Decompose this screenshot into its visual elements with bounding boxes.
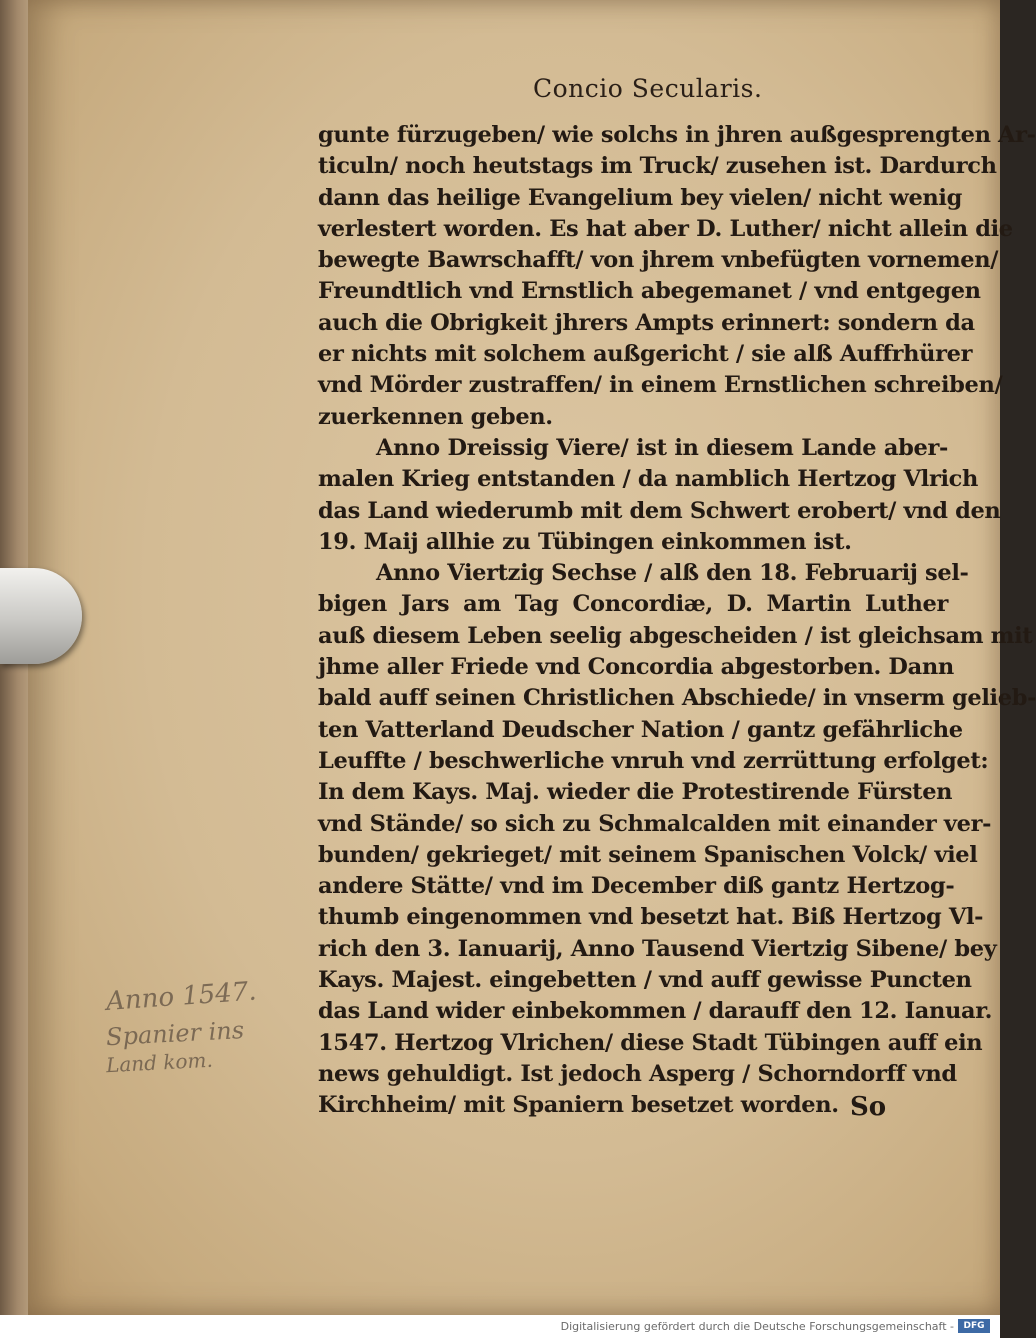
text-line: das Land wiederumb mit dem Schwert erobert/ vnd den xyxy=(318,497,1001,524)
text-line: In dem Kays. Maj. wieder die Protestirende Fürsten xyxy=(318,779,953,806)
text-line: malen Krieg entstanden / da namblich Hertzog Vlrich xyxy=(318,466,979,493)
text-line: bewegte Bawrschafft/ von jhrem vnbefügten vornemen/ xyxy=(318,247,999,274)
text-line: rich den 3. Ianuarij, Anno Tausend Viertzig Sibene/ bey xyxy=(318,935,997,962)
text-line: thumb eingenommen vnd besetzt hat. Biß Hertzog Vl- xyxy=(318,904,984,931)
running-head-title: Concio Secularis. xyxy=(533,74,763,103)
book-page xyxy=(28,0,1036,1315)
text-line: jhme aller Friede vnd Concordia abgestorben. Dann xyxy=(318,654,954,681)
text-line: verlestert worden. Es hat aber D. Luther/ nicht allein die xyxy=(318,215,1013,242)
text-line: Kirchheim/ mit Spaniern besetzet worden. xyxy=(318,1092,839,1119)
text-line: Freundtlich vnd Ernstlich abegemanet / vnd entgegen xyxy=(318,278,981,305)
marginal-note-line: Spanier ins xyxy=(105,1016,245,1052)
text-line: bald auff seinen Christlichen Abschiede/ in vnserm gelieb- xyxy=(318,685,1036,712)
text-line: bigen Jars am Tag Concordiæ, D. Martin Luther xyxy=(318,591,948,618)
text-line: vnd Mörder zustraffen/ in einem Ernstlichen schreiben/ xyxy=(318,372,1003,399)
text-line: Kays. Majest. eingebetten / vnd auff gewisse Puncten xyxy=(318,967,972,994)
handwritten-marginal-note xyxy=(105,976,306,1078)
text-line: vnd Stände/ so sich zu Schmalcalden mit einander ver- xyxy=(318,810,992,837)
text-line: zuerkennen geben. xyxy=(318,403,553,430)
text-line: Anno Viertzig Sechse / alß den 18. Februarij sel- xyxy=(376,560,969,587)
text-line: Leuffte / beschwerliche vnruh vnd zerrüttung erfolget: xyxy=(318,747,989,774)
text-line: er nichts mit solchem außgericht / sie alß Auffrhürer xyxy=(318,341,973,368)
text-line: ticuln/ noch heutstags im Truck/ zusehen ist. Dardurch xyxy=(318,153,997,180)
text-line: auß diesem Leben seelig abgescheiden / ist gleichsam mit xyxy=(318,622,1033,649)
text-line: bunden/ gekrieget/ mit seinem Spanischen Volck/ viel xyxy=(318,841,978,868)
dfg-logo-icon: DFG xyxy=(958,1319,990,1333)
text-line: Anno Dreissig Viere/ ist in diesem Lande aber- xyxy=(376,434,948,461)
footer-credit: Digitalisierung gefördert durch die Deutsche Forschungsgemeinschaft - xyxy=(560,1320,954,1333)
text-line: ten Vatterland Deudscher Nation / gantz gefährliche xyxy=(318,716,963,743)
marginal-note-line: Land kom. xyxy=(105,1047,214,1078)
text-line: das Land wider einbekommen / darauff den 12. Ianuar. xyxy=(318,998,993,1025)
text-line: gunte fürzugeben/ wie solchs in jhren außgesprengten Ar- xyxy=(318,122,1036,148)
catchword: So xyxy=(850,1092,887,1122)
text-line: 1547. Hertzog Vlrichen/ diese Stadt Tübingen auff ein xyxy=(318,1029,983,1056)
text-line: auch die Obrigkeit jhrers Ampts erinnert: sondern da xyxy=(318,309,975,336)
text-line: 19. Maij allhie zu Tübingen einkommen ist. xyxy=(318,528,852,555)
body-text-block xyxy=(318,120,1036,1122)
text-line: news gehuldigt. Ist jedoch Asperg / Schorndorff vnd xyxy=(318,1060,957,1087)
marginal-note-line: Anno 1547. xyxy=(105,976,258,1017)
text-line: dann das heilige Evangelium bey vielen/ nicht wenig xyxy=(318,184,962,211)
text-line: andere Stätte/ vnd im December diß gantz Hertzog- xyxy=(318,873,955,900)
digitization-footer xyxy=(0,1315,1000,1338)
